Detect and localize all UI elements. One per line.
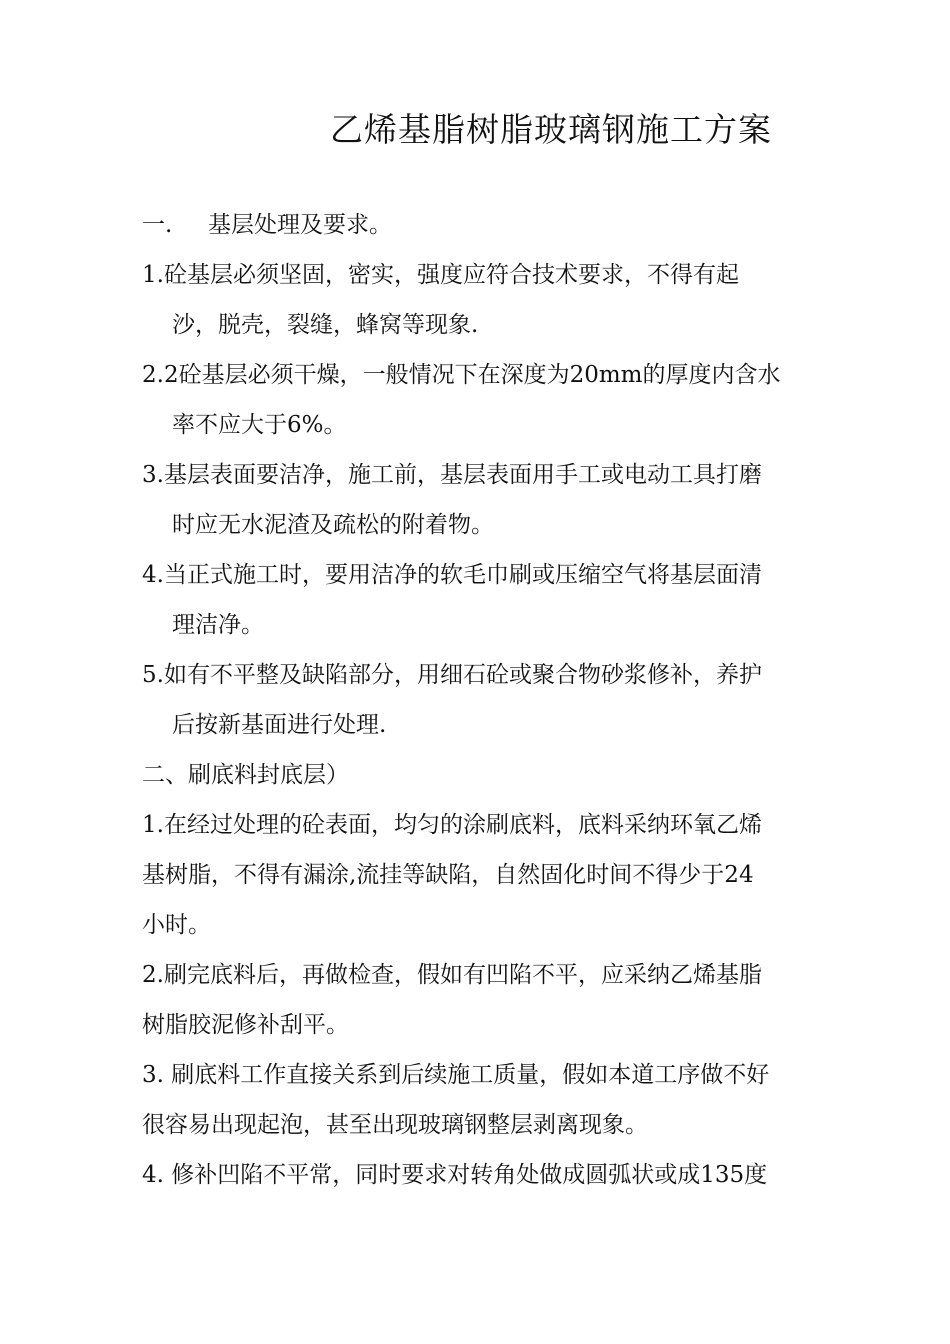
paragraph-line: 沙，脱壳，裂缝，蜂窝等现象.: [172, 312, 479, 338]
document-title: 乙烯基脂树脂玻璃钢施工方案: [330, 110, 772, 149]
paragraph-line: 小时。: [142, 912, 211, 938]
paragraph-line: 2.刷完底料后，再做检查，假如有凹陷不平，应采纳乙烯基脂: [142, 962, 762, 988]
paragraph-line: 1.砼基层必须坚固，密实，强度应符合技术要求，不得有起: [142, 262, 739, 288]
paragraph-line: 率不应大于6%。: [172, 412, 347, 438]
paragraph-line: 3.基层表面要洁净，施工前，基层表面用手工或电动工具打磨: [142, 462, 762, 488]
paragraph-line: 2.2砼基层必须干燥，一般情况下在深度为20mm的厚度内含水: [142, 362, 781, 388]
paragraph-line: 树脂胶泥修补刮平。: [142, 1012, 349, 1038]
document-body: [142, 200, 832, 1200]
section-heading: 二、刷底料封底层）: [142, 762, 349, 788]
paragraph-line: 1.在经过处理的砼表面，均匀的涂刷底料，底料采纳环氧乙烯: [142, 812, 762, 838]
section-number: 一.: [142, 212, 173, 238]
paragraph-line: 后按新基面进行处理.: [172, 712, 387, 738]
paragraph-line: 5.如有不平整及缺陷部分，用细石砼或聚合物砂浆修补，养护: [142, 662, 762, 688]
paragraph-line: 理洁净。: [172, 612, 264, 638]
paragraph-line: 基树脂，不得有漏涂,流挂等缺陷，自然固化时间不得少于24: [142, 862, 754, 888]
paragraph-line: 时应无水泥渣及疏松的附着物。: [172, 512, 494, 538]
section-title: 基层处理及要求。: [208, 212, 392, 238]
paragraph-line: 3. 刷底料工作直接关系到后续施工质量，假如本道工序做不好: [142, 1062, 770, 1088]
paragraph-line: 4. 修补凹陷不平常，同时要求对转角处做成圆弧状或成135度: [142, 1162, 768, 1188]
paragraph-line: 很容易出现起泡，甚至出现玻璃钢整层剥离现象。: [142, 1112, 648, 1138]
paragraph-line: 4.当正式施工时，要用洁净的软毛巾刷或压缩空气将基层面清: [142, 562, 762, 588]
section-heading: [142, 200, 832, 250]
